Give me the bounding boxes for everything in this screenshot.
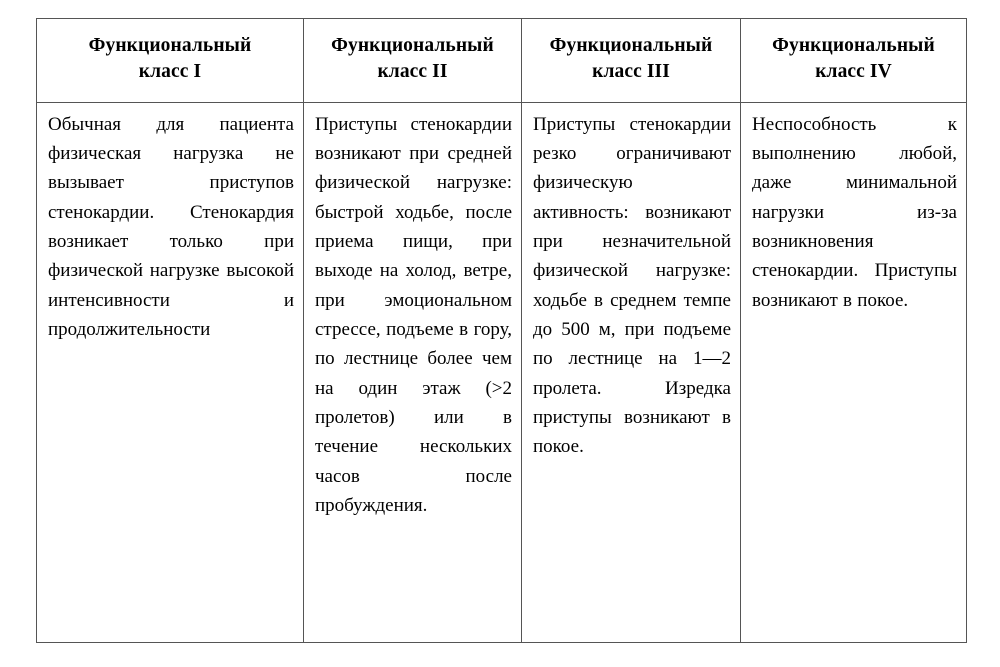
column-header-class-4-line1: Функциональный [772,35,935,56]
cell-description-class-3-text: Приступы стенокардии резко ограничивают физическую активность: возникают при незначительной физической нагрузке: ходьбе в среднем темпе до 500 м, при подъеме по лестнице на 1—2 пролета. Изредка приступы возникают в покое. [533,113,731,458]
cell-description-class-1-text: Обычная для пациента физическая нагрузка не вызывает приступов стенокардии. Стенокардия возникает только при физической нагрузке высокой интенсивности и продолжительности [48,113,294,341]
column-header-class-2-line2: класс II [377,61,448,83]
table-row [37,102,967,642]
column-header-class-4 [741,19,967,103]
cell-description-class-1 [37,102,304,642]
column-header-class-4-line2: класс IV [815,61,892,83]
cell-description-class-2 [304,102,522,642]
cell-description-class-3 [522,102,741,642]
column-header-class-1 [37,19,304,103]
column-header-class-1-line2: класс I [138,61,202,83]
column-header-class-3 [522,19,741,103]
cell-description-class-4-text: Неспособность к выполнению любой, даже минимальной нагрузки из-за возникновения стенокардии. Приступы возникают в покое. [752,113,957,311]
column-header-class-3-line2: класс III [592,61,670,83]
table-header [37,19,967,103]
table-header-row [37,19,967,103]
column-header-class-1-line1: Функциональный [88,35,252,56]
column-header-class-2 [304,19,522,103]
cell-description-class-4 [741,102,967,642]
table-body [37,102,967,642]
functional-class-table-wrapper [36,18,966,643]
functional-class-table [36,18,967,643]
column-header-class-2-line1: Функциональный [331,35,494,56]
cell-description-class-2-text: Приступы стенокардии возникают при средней физической нагрузке: быстрой ходьбе, после приема пищи, при выходе на холод, ветре, при эмоциональном стрессе, подъеме в гору, по лестнице более чем на один этаж (>2 пролетов) или в течение нескольких часов после пробуждения. [315,113,512,517]
column-header-class-3-line1: Функциональный [549,35,713,56]
